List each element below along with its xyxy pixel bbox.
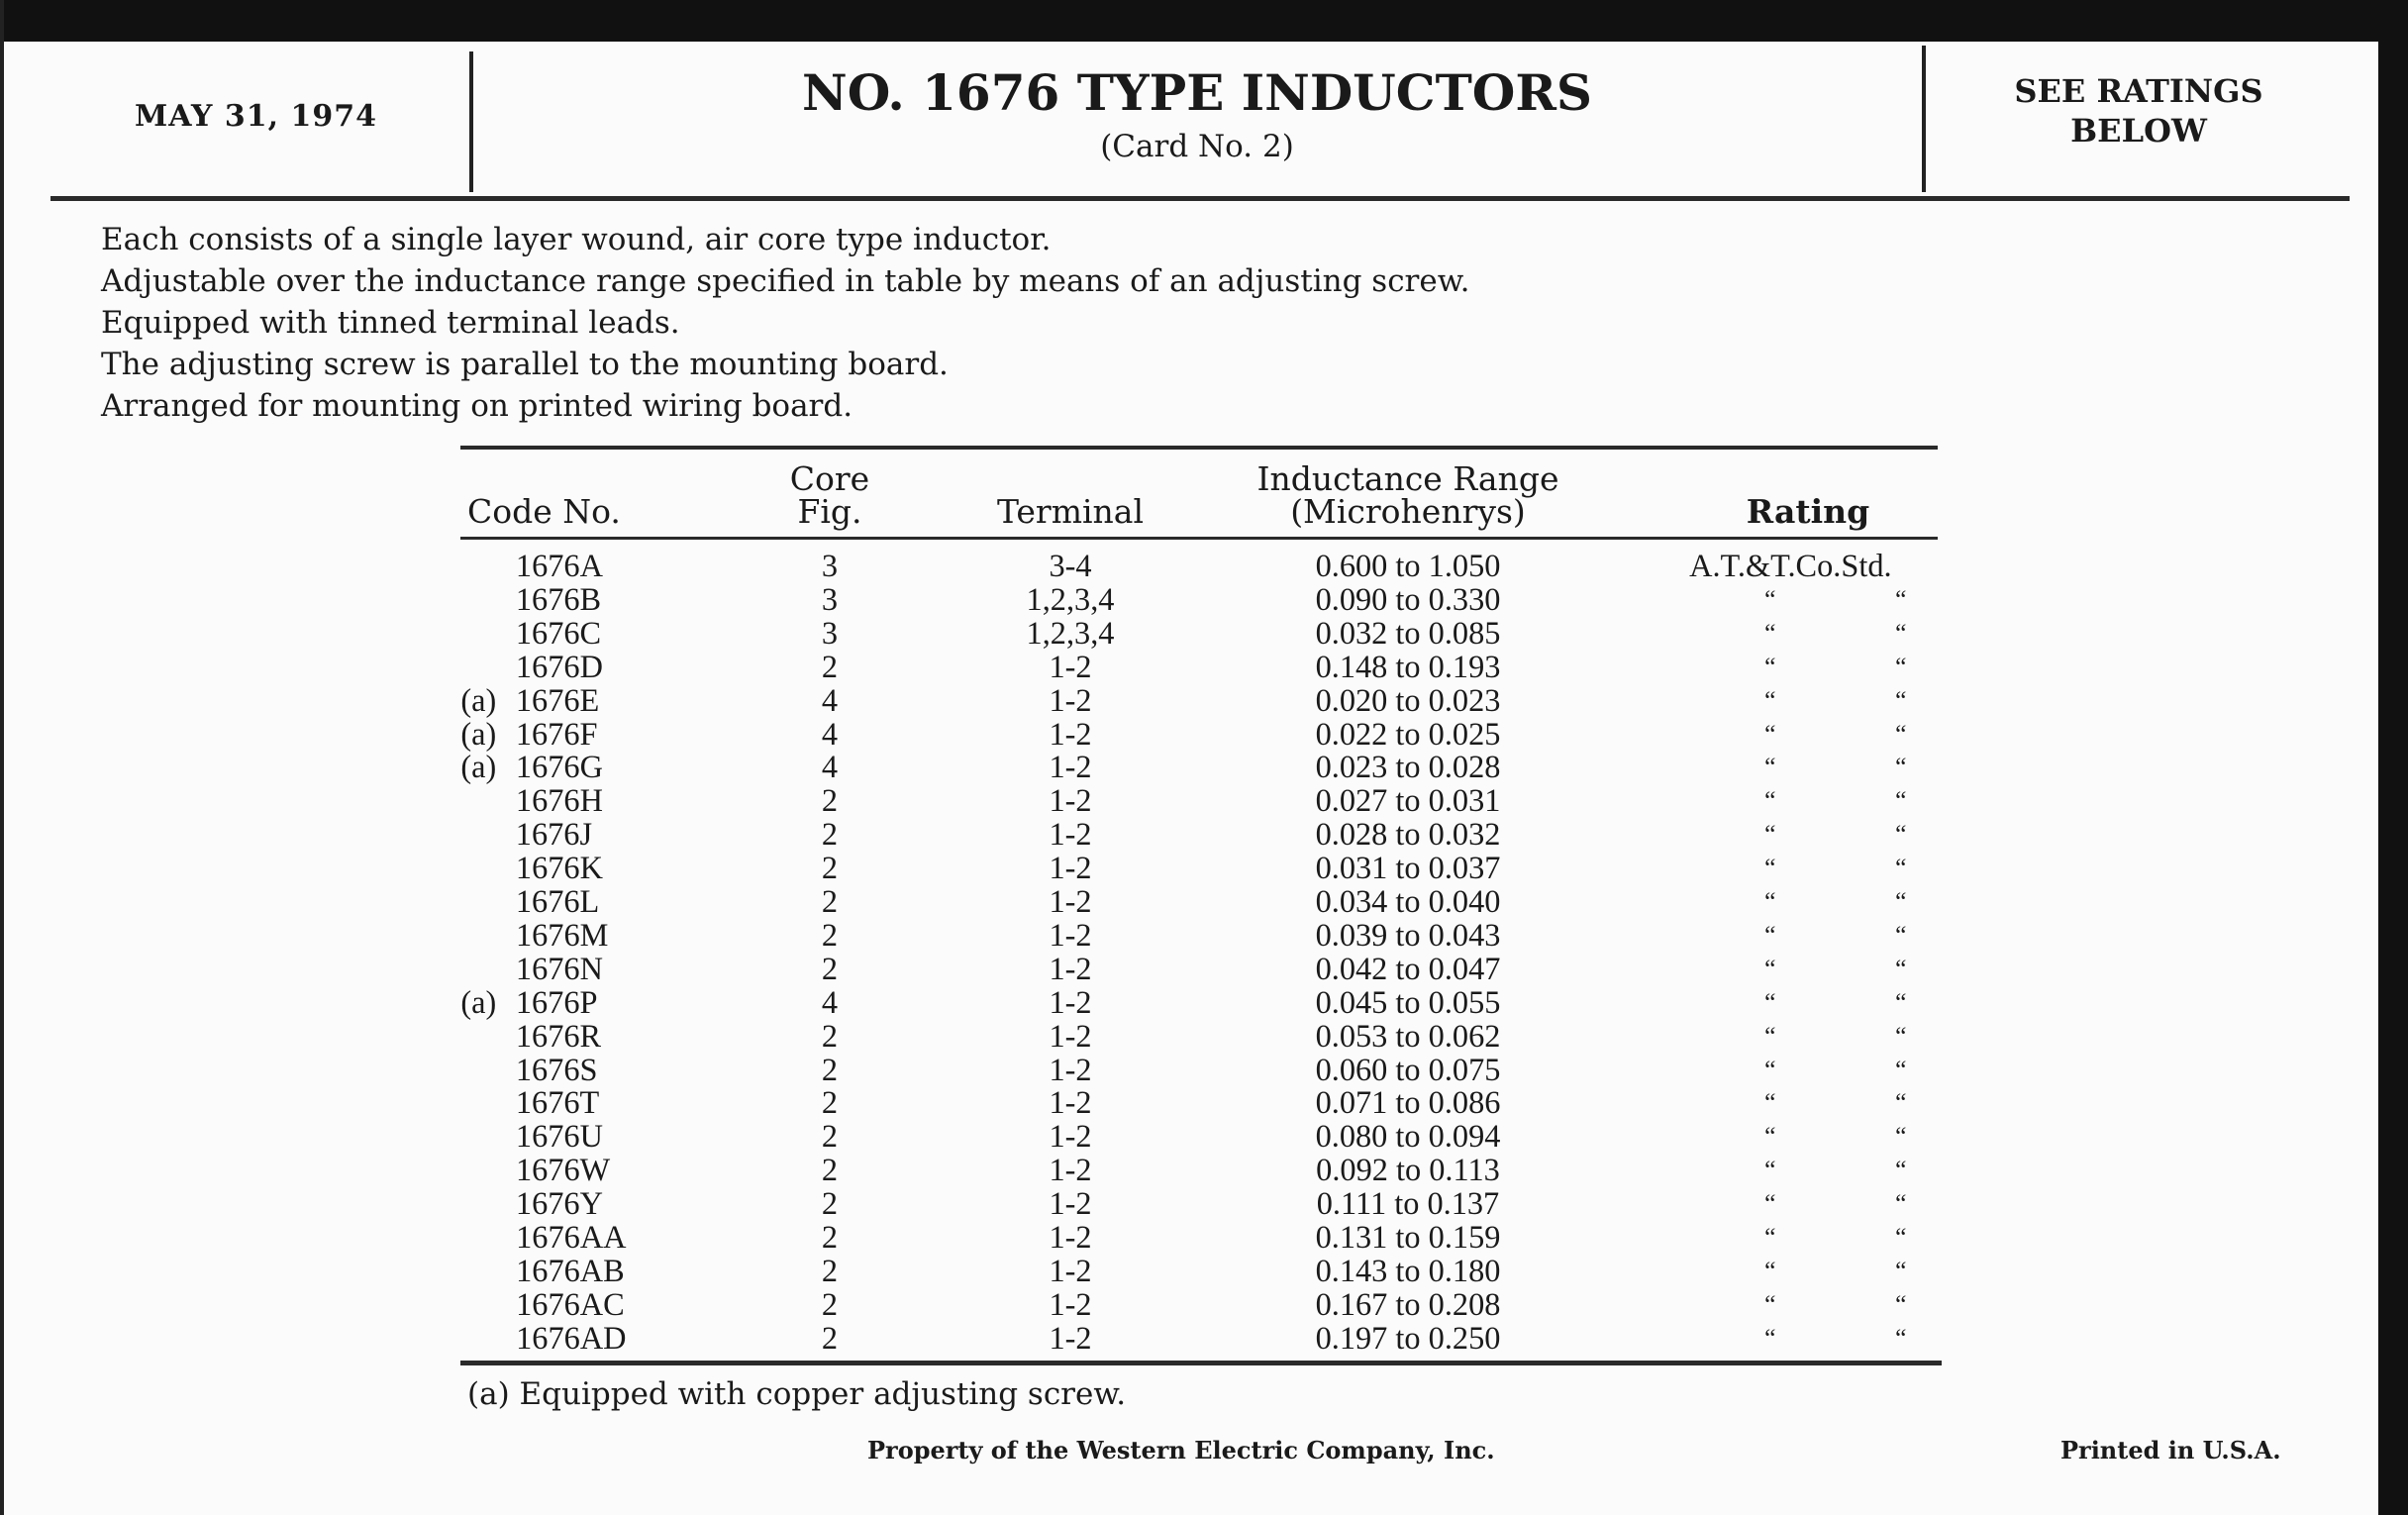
ratings-note-line2: BELOW bbox=[2070, 112, 2207, 150]
inductance-range: 0.027 to 0.031 bbox=[1315, 783, 1501, 820]
rating-ditto: “ bbox=[1895, 1256, 1907, 1285]
code-no: 1676L bbox=[515, 884, 600, 920]
terminal: 1-2 bbox=[1049, 1320, 1092, 1357]
rating-ditto: “ bbox=[1764, 887, 1776, 916]
rating-ditto: “ bbox=[1895, 1021, 1907, 1051]
code-no: 1676A bbox=[515, 549, 603, 584]
code-no: 1676M bbox=[515, 917, 609, 954]
rating-ditto: “ bbox=[1764, 1088, 1776, 1118]
rating-ditto: “ bbox=[1895, 1223, 1907, 1252]
table-top-rule bbox=[460, 446, 1938, 450]
code-no: 1676D bbox=[515, 649, 603, 685]
terminal: 1,2,3,4 bbox=[1026, 615, 1115, 652]
inductance-range: 0.042 to 0.047 bbox=[1315, 951, 1501, 987]
terminal: 1-2 bbox=[1049, 1018, 1092, 1055]
core-fig: 2 bbox=[821, 1186, 839, 1223]
core-fig: 4 bbox=[821, 682, 839, 719]
terminal: 1-2 bbox=[1049, 1119, 1092, 1156]
rating-ditto: “ bbox=[1895, 954, 1907, 983]
terminal: 1-2 bbox=[1049, 884, 1092, 920]
rating-ditto: “ bbox=[1895, 1122, 1907, 1152]
description-line: The adjusting screw is parallel to the mounting board. bbox=[101, 347, 949, 382]
scan-border-left bbox=[0, 0, 4, 1515]
card-date: MAY 31, 1974 bbox=[135, 99, 377, 134]
rating-ditto: “ bbox=[1895, 920, 1907, 950]
inductance-range: 0.148 to 0.193 bbox=[1315, 649, 1501, 685]
code-no: 1676R bbox=[515, 1018, 602, 1055]
core-fig: 2 bbox=[821, 1253, 839, 1289]
code-no: 1676U bbox=[515, 1119, 603, 1156]
inductance-range: 0.090 to 0.330 bbox=[1315, 581, 1501, 618]
terminal: 1-2 bbox=[1049, 1085, 1092, 1122]
inductance-range: 0.143 to 0.180 bbox=[1315, 1253, 1501, 1289]
core-fig: 2 bbox=[821, 1286, 839, 1323]
rating-ditto: “ bbox=[1764, 1223, 1776, 1252]
code-no: 1676C bbox=[515, 615, 602, 652]
description-line: Each consists of a single layer wound, air core type inductor. bbox=[101, 222, 1052, 257]
rating-ditto: “ bbox=[1895, 719, 1907, 749]
rating-ditto: “ bbox=[1895, 753, 1907, 782]
footer-property: Property of the Western Electric Company, Inc. bbox=[867, 1436, 1495, 1464]
core-fig: 4 bbox=[821, 984, 839, 1021]
inductance-range: 0.034 to 0.040 bbox=[1315, 884, 1501, 920]
code-no: 1676AB bbox=[516, 1253, 625, 1289]
rating-ditto: “ bbox=[1895, 887, 1907, 916]
header-inductance bbox=[1160, 459, 1656, 531]
scan-border-top bbox=[0, 0, 2408, 42]
terminal: 1-2 bbox=[1049, 716, 1092, 753]
core-fig: 3 bbox=[821, 581, 839, 618]
table-bottom-rule bbox=[460, 1361, 1942, 1365]
rating-ditto: “ bbox=[1764, 854, 1776, 883]
code-no: 1676J bbox=[515, 817, 593, 854]
terminal: 1-2 bbox=[1049, 1052, 1092, 1088]
code-no: 1676T bbox=[515, 1085, 600, 1122]
rating-ditto: “ bbox=[1764, 1256, 1776, 1285]
inductance-range: 0.045 to 0.055 bbox=[1315, 984, 1501, 1021]
inductance-range: 0.053 to 0.062 bbox=[1315, 1018, 1501, 1055]
code-no: 1676F bbox=[515, 716, 598, 753]
rating-ditto: “ bbox=[1764, 786, 1776, 816]
inductance-range: 0.080 to 0.094 bbox=[1315, 1119, 1501, 1156]
rating-ditto: “ bbox=[1764, 1156, 1776, 1185]
rating-ditto: “ bbox=[1764, 618, 1776, 648]
rating-ditto: “ bbox=[1764, 954, 1776, 983]
core-fig: 2 bbox=[821, 1052, 839, 1088]
header-rating: Rating bbox=[1746, 492, 1870, 531]
description-line: Equipped with tinned terminal leads. bbox=[101, 305, 680, 341]
core-fig: 2 bbox=[821, 783, 839, 820]
terminal: 1-2 bbox=[1049, 1186, 1092, 1223]
rating-ditto: “ bbox=[1764, 1122, 1776, 1152]
inductance-range: 0.600 to 1.050 bbox=[1315, 549, 1501, 584]
core-fig: 4 bbox=[821, 716, 839, 753]
code-prefix: (a) bbox=[460, 716, 497, 753]
rating-ditto: “ bbox=[1764, 584, 1776, 614]
description bbox=[101, 219, 1469, 427]
core-fig: 2 bbox=[821, 884, 839, 920]
rating-ditto: “ bbox=[1895, 685, 1907, 715]
inductance-range: 0.071 to 0.086 bbox=[1315, 1085, 1501, 1122]
code-no: 1676Y bbox=[515, 1186, 603, 1223]
rating-ditto: “ bbox=[1895, 786, 1907, 816]
rating: A.T.&T.Co.Std. bbox=[1689, 549, 1892, 584]
terminal: 3-4 bbox=[1049, 549, 1092, 584]
core-fig: 2 bbox=[821, 1153, 839, 1189]
code-prefix: (a) bbox=[460, 682, 497, 719]
code-no: 1676B bbox=[515, 581, 602, 618]
rating-ditto: “ bbox=[1764, 652, 1776, 681]
header-inductance-line1: Inductance Range bbox=[1256, 459, 1559, 498]
rating-ditto: “ bbox=[1895, 820, 1907, 850]
inductance-range: 0.022 to 0.025 bbox=[1315, 716, 1501, 753]
code-no: 1676P bbox=[515, 984, 598, 1021]
inductance-range: 0.031 to 0.037 bbox=[1315, 851, 1501, 887]
rating-ditto: “ bbox=[1764, 685, 1776, 715]
code-no: 1676G bbox=[515, 750, 603, 786]
code-no: 1676W bbox=[515, 1153, 611, 1189]
rating-ditto: “ bbox=[1895, 1055, 1907, 1084]
code-no: 1676AC bbox=[516, 1286, 625, 1323]
rating-ditto: “ bbox=[1895, 584, 1907, 614]
header-core bbox=[731, 459, 929, 531]
terminal: 1-2 bbox=[1049, 783, 1092, 820]
inductance-range: 0.023 to 0.028 bbox=[1315, 750, 1501, 786]
core-fig: 2 bbox=[821, 817, 839, 854]
rating-ditto: “ bbox=[1895, 1156, 1907, 1185]
core-fig: 2 bbox=[821, 649, 839, 685]
core-fig: 3 bbox=[821, 615, 839, 652]
inductance-range: 0.131 to 0.159 bbox=[1315, 1220, 1501, 1256]
terminal: 1-2 bbox=[1049, 682, 1092, 719]
inductance-range: 0.020 to 0.023 bbox=[1315, 682, 1501, 719]
core-fig: 2 bbox=[821, 917, 839, 954]
rating-ditto: “ bbox=[1764, 1189, 1776, 1219]
terminal: 1,2,3,4 bbox=[1026, 581, 1115, 618]
core-fig: 2 bbox=[821, 1018, 839, 1055]
code-prefix: (a) bbox=[460, 984, 497, 1021]
terminal: 1-2 bbox=[1049, 1286, 1092, 1323]
terminal: 1-2 bbox=[1049, 649, 1092, 685]
rating-ditto: “ bbox=[1895, 618, 1907, 648]
page-title: NO. 1676 TYPE INDUCTORS bbox=[802, 63, 1592, 122]
core-fig: 2 bbox=[821, 1320, 839, 1357]
scan-border-right bbox=[2378, 0, 2408, 1515]
rating-ditto: “ bbox=[1895, 652, 1907, 681]
rating-ditto: “ bbox=[1764, 920, 1776, 950]
code-no: 1676AA bbox=[516, 1220, 627, 1256]
rating-ditto: “ bbox=[1764, 1323, 1776, 1353]
ratings-note bbox=[1926, 71, 2352, 151]
ratings-note-line1: SEE RATINGS bbox=[2014, 72, 2263, 110]
header-inductance-line2: (Microhenrys) bbox=[1290, 492, 1526, 531]
rating-ditto: “ bbox=[1895, 1088, 1907, 1118]
core-fig: 2 bbox=[821, 1220, 839, 1256]
code-no: 1676S bbox=[515, 1052, 598, 1088]
header-code: Code No. bbox=[467, 492, 621, 531]
card-number: (Card No. 2) bbox=[1100, 129, 1294, 164]
terminal: 1-2 bbox=[1049, 750, 1092, 786]
terminal: 1-2 bbox=[1049, 851, 1092, 887]
footer-printed: Printed in U.S.A. bbox=[2060, 1436, 2281, 1464]
inductance-range: 0.111 to 0.137 bbox=[1316, 1186, 1500, 1223]
description-line: Arranged for mounting on printed wiring board. bbox=[101, 388, 853, 424]
description-line: Adjustable over the inductance range specified in table by means of an adjusting screw. bbox=[101, 263, 1470, 299]
rating-ditto: “ bbox=[1764, 719, 1776, 749]
header-core-line2: Fig. bbox=[797, 492, 862, 531]
inductance-range: 0.032 to 0.085 bbox=[1315, 615, 1501, 652]
core-fig: 2 bbox=[821, 1085, 839, 1122]
inductance-range: 0.028 to 0.032 bbox=[1315, 817, 1501, 854]
terminal: 1-2 bbox=[1049, 951, 1092, 987]
terminal: 1-2 bbox=[1049, 1153, 1092, 1189]
code-no: 1676E bbox=[515, 682, 600, 719]
core-fig: 2 bbox=[821, 1119, 839, 1156]
rating-ditto: “ bbox=[1895, 1323, 1907, 1353]
code-no: 1676N bbox=[515, 951, 603, 987]
table-header-rule bbox=[460, 537, 1938, 540]
header-terminal: Terminal bbox=[996, 492, 1145, 531]
code-no: 1676K bbox=[515, 851, 603, 887]
code-no: 1676AD bbox=[516, 1320, 627, 1357]
inductance-range: 0.092 to 0.113 bbox=[1316, 1153, 1500, 1189]
inductance-range: 0.039 to 0.043 bbox=[1315, 917, 1501, 954]
rating-ditto: “ bbox=[1764, 1289, 1776, 1319]
terminal: 1-2 bbox=[1049, 1253, 1092, 1289]
inductance-range: 0.167 to 0.208 bbox=[1315, 1286, 1501, 1323]
footnote: (a) Equipped with copper adjusting screw. bbox=[467, 1376, 1127, 1412]
core-fig: 4 bbox=[821, 750, 839, 786]
rating-ditto: “ bbox=[1764, 820, 1776, 850]
rating-ditto: “ bbox=[1895, 854, 1907, 883]
terminal: 1-2 bbox=[1049, 917, 1092, 954]
rating-ditto: “ bbox=[1764, 1021, 1776, 1051]
header-rule bbox=[50, 196, 2350, 201]
rating-ditto: “ bbox=[1895, 1189, 1907, 1219]
inductance-range: 0.060 to 0.075 bbox=[1315, 1052, 1501, 1088]
rating-ditto: “ bbox=[1764, 987, 1776, 1017]
code-no: 1676H bbox=[515, 783, 603, 820]
rating-ditto: “ bbox=[1764, 753, 1776, 782]
terminal: 1-2 bbox=[1049, 984, 1092, 1021]
rating-ditto: “ bbox=[1895, 987, 1907, 1017]
core-fig: 2 bbox=[821, 851, 839, 887]
core-fig: 3 bbox=[821, 549, 839, 584]
inductance-range: 0.197 to 0.250 bbox=[1315, 1320, 1501, 1357]
rating-ditto: “ bbox=[1895, 1289, 1907, 1319]
terminal: 1-2 bbox=[1049, 1220, 1092, 1256]
rating-ditto: “ bbox=[1764, 1055, 1776, 1084]
header-core-line1: Core bbox=[789, 459, 870, 498]
core-fig: 2 bbox=[821, 951, 839, 987]
terminal: 1-2 bbox=[1049, 817, 1092, 854]
code-prefix: (a) bbox=[460, 750, 497, 786]
